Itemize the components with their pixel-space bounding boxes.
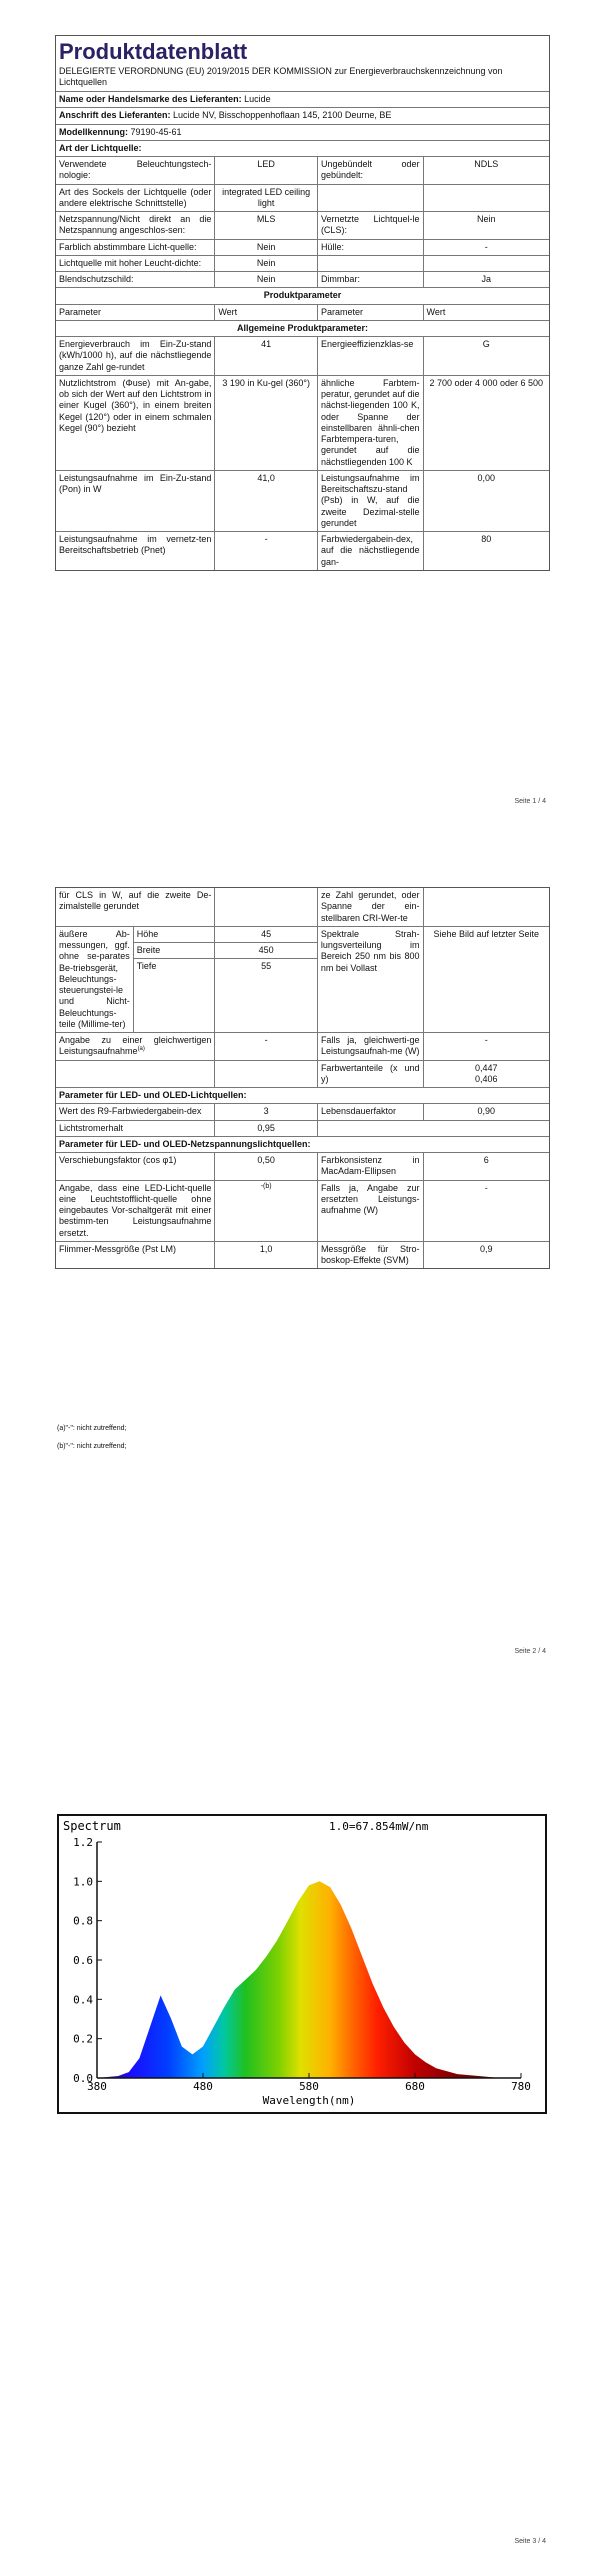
product-parameter-header-row (56, 288, 549, 304)
cell-empty (56, 1061, 215, 1088)
column-header: Wert (426, 306, 446, 317)
dimension-depth-value: 55 (261, 961, 272, 972)
cell-value: 41 (215, 337, 318, 375)
cell-value: G (482, 339, 490, 349)
table-row (56, 337, 549, 376)
model-label: Modellkennung: (59, 126, 128, 137)
y-tick-label: 0.8 (73, 1914, 93, 1928)
cell-label (318, 256, 424, 271)
led-parameter-header: Parameter für LED- und OLED-Lichtquellen: (59, 1090, 247, 1100)
supplier-name-row (56, 92, 549, 108)
cell-value (424, 1061, 549, 1088)
y-tick-label: 0.6 (73, 1954, 93, 1967)
cell-label: Falls ja, Angabe zur ersetzten Leistungs-aufnahme (W) (318, 1181, 424, 1241)
led-header-row (56, 1088, 549, 1104)
cell-label: für CLS in W, auf die zweite De-zimalstelle gerundet (56, 888, 215, 926)
cell-label: Ungebündelt oder gebündelt: (318, 157, 424, 184)
table-row (56, 1061, 549, 1089)
product-parameter-header: Produktparameter (263, 290, 342, 301)
cell-value: 0,00 (477, 472, 496, 483)
cell-value: LED (215, 157, 318, 184)
column-header: Parameter (56, 305, 215, 320)
model-value: 79190-45-61 (130, 126, 182, 137)
cell-label: Wert des R9-Farbwiedergabein-dex (56, 1104, 215, 1119)
dimension-names (134, 927, 216, 1032)
chart-title: Spectrum (63, 1819, 121, 1833)
cell-label: Verschiebungsfaktor (cos φ1) (56, 1153, 215, 1180)
cell-value: - (484, 241, 488, 252)
general-parameter-header: Allgemeine Produktparameter: (236, 322, 369, 333)
cell-value: - (484, 1035, 488, 1045)
cell-value: 1,0 (215, 1242, 318, 1269)
cell-value: 6 (483, 1155, 489, 1165)
cell-label: Blendschutzschild: (56, 272, 215, 287)
page-number: Seite 1 / 4 (514, 798, 546, 805)
dimension-height-value: 45 (215, 927, 317, 943)
x-tick-label: 680 (405, 2080, 425, 2093)
cell-label: ähnliche Farbtem-peratur, gerundet auf die nächst-liegenden 100 K, oder Spanne der einstellbaren ähnli-chen Farbtempera-turen, gerundet auf die nächstliegenden 100 K (318, 376, 424, 470)
spectrum-area (97, 1881, 521, 2078)
table-row (56, 1121, 549, 1137)
supplier-name-label: Name oder Handelsmarke des Lieferanten: (59, 94, 242, 104)
footnote-marker: (a) (137, 1046, 145, 1053)
table-row (56, 240, 549, 256)
cell-label: Falls ja, gleichwerti-ge Leistungsaufnah-me (W) (318, 1033, 424, 1060)
dimensions-label: äußere Ab-messungen, ggf. ohne se-parates Be-triebsgerät, Beleuchtungs-steuerungstei-le und Nicht-Beleuchtungs-teile (Millime-ter) (56, 927, 134, 1032)
general-parameter-header-row (56, 321, 549, 337)
cell-empty (318, 1121, 424, 1136)
supplier-address-row (56, 108, 549, 124)
table-row (56, 212, 549, 240)
footnote-a: (a)"-": nicht zutreffend; (57, 1425, 127, 1432)
cell-label (318, 185, 424, 212)
cell-value: Nein (215, 256, 318, 271)
table-row (56, 1242, 549, 1269)
dimension-values (215, 927, 318, 1032)
table-row (56, 1104, 549, 1120)
table-row (56, 272, 549, 288)
table-row (56, 471, 549, 532)
cell-label: Farblich abstimmbare Licht-quelle: (56, 240, 215, 255)
cell-label: Energieeffizienzklas-se (318, 337, 424, 375)
supplier-address-label: Anschrift des Lieferanten: (59, 110, 171, 121)
cell-value: MLS (215, 212, 318, 239)
cell-label: Verwendete Beleuchtungstech-nologie: (56, 157, 215, 184)
x-axis-label: Wavelength(nm) (262, 2094, 356, 2107)
cell-value: 3 190 in Ku-gel (360°) (215, 376, 318, 470)
datasheet-table-2 (55, 887, 550, 1269)
cell-label: Messgröße für Stro-boskop-Effekte (SVM) (318, 1242, 424, 1269)
cell-label: Vernetzte Lichtquel-le (CLS): (318, 212, 424, 239)
cell-label: Farbkonsistenz in MacAdam-Ellipsen (318, 1153, 424, 1180)
table-row (56, 1033, 549, 1061)
supplier-address-value: Lucide NV, Bisschoppenhoflaan 145, 2100 Deurne, BE (173, 110, 392, 121)
cell-value: NDLS (474, 159, 499, 169)
page-number: Seite 3 / 4 (514, 2538, 546, 2545)
page-1 (0, 0, 604, 820)
column-header-row (56, 305, 549, 321)
cell-value: 3 (215, 1104, 318, 1119)
cell-value (424, 256, 549, 271)
cell-label: Hülle: (318, 240, 424, 255)
cell-label: Netzspannung/Nicht direkt an die Netzspannung angeschlos-sen: (56, 212, 215, 239)
cell-value: - (484, 1182, 488, 1193)
chromaticity-x: 0,447 (474, 1062, 498, 1073)
title-row (56, 36, 549, 66)
datasheet-table-1 (55, 35, 550, 571)
cell-value: Nein (215, 272, 318, 287)
y-tick-label: 0.0 (73, 2072, 93, 2085)
cell-label: Angabe zu einer gleichwertigen Leistungsaufnahme (59, 1035, 212, 1057)
cell-label: Lichtstromerhalt (56, 1121, 215, 1136)
cell-value (424, 185, 549, 212)
table-row (56, 1153, 549, 1181)
cell-label: Energieverbrauch im Ein-Zu-stand (kWh/1000 h), auf die nächstliegende ganze Zahl ge-rundet (56, 337, 215, 375)
cell-label: Flimmer-Messgröße (Pst LM) (56, 1242, 215, 1269)
dimension-depth-label: Tiefe (136, 961, 157, 972)
x-tick-label: 480 (193, 2080, 213, 2093)
cell-label: Farbwiedergabein-dex, auf die nächstliegende gan- (318, 532, 424, 570)
regulation-subtitle: DELEGIERTE VERORDNUNG (EU) 2019/2015 DER KOMMISSION zur Energieverbrauchskennzeichnung von Lichtquellen (59, 65, 503, 87)
page-title: Produktdatenblatt (59, 39, 248, 64)
table-row (56, 532, 549, 570)
net-header-row (56, 1137, 549, 1153)
cell-label: Leistungsaufnahme im Bereitschaftszu-stand (Psb) in W, auf die zweite Dezimal-stelle gerundet (318, 471, 424, 531)
spectrum-chart (57, 1814, 547, 2114)
page-2 (0, 870, 604, 1690)
cell-label: Nutzlichtstrom (Φuse) mit An-gabe, ob sich der Wert auf den Lichtstrom in einer Kugel (360°), in einem breiten Kegel (120°) oder in einem schmalen Kegel (90°) bezieht (56, 376, 215, 470)
subtitle-row (56, 66, 549, 93)
table-row (56, 888, 549, 927)
cell-empty (424, 1121, 549, 1136)
table-row (56, 185, 549, 213)
y-tick-label: 1.0 (73, 1875, 93, 1889)
cell-value: Nein (477, 214, 496, 224)
model-row (56, 125, 549, 141)
cell-value (424, 888, 549, 926)
light-source-type-header: Art der Lichtquelle: (59, 142, 142, 153)
type-header-row (56, 141, 549, 157)
dimension-height-label: Höhe (134, 927, 215, 943)
y-tick-label: 0.2 (73, 2032, 93, 2046)
cell-value: 0,50 (215, 1153, 318, 1180)
column-header: Wert (215, 305, 318, 320)
y-tick-label: 0.4 (73, 1993, 93, 2007)
cell-value: 2 700 oder 4 000 oder 6 500 (429, 377, 544, 388)
cell-value: Nein (215, 240, 318, 255)
y-tick-label: 1.2 (73, 1836, 93, 1849)
dimension-width-value: 450 (215, 943, 317, 959)
cell-value: 41,0 (215, 471, 318, 531)
cell-value: Siehe Bild auf letzter Seite (433, 928, 540, 939)
chromaticity-y: 0,406 (474, 1073, 498, 1084)
x-tick-label: 380 (87, 2080, 107, 2093)
cell-value: 0,9 (480, 1243, 493, 1254)
cell-label: Dimmbar: (318, 272, 424, 287)
cell-value (215, 888, 318, 926)
cell-value: 0,90 (477, 1106, 496, 1117)
cell-value: - (215, 532, 318, 570)
cell-label: ze Zahl gerundet, oder Spanne der ein-stellbaren CRI-Wer-te (318, 888, 424, 926)
page-3 (0, 1730, 604, 2560)
x-tick-label: 580 (299, 2080, 319, 2093)
mains-led-parameter-header: Parameter für LED- und OLED-Netzspannungslichtquellen: (59, 1138, 311, 1149)
cell-value: - (215, 1033, 318, 1060)
column-header: Parameter (318, 305, 424, 320)
cell-label: Farbwertanteile (x und y) (318, 1061, 424, 1088)
table-row (56, 256, 549, 272)
footnote-b: (b)"-": nicht zutreffend; (57, 1443, 127, 1450)
dimensions-row (56, 927, 549, 1033)
cell-value: Ja (481, 274, 492, 284)
cell-label: Lichtquelle mit hoher Leucht-dichte: (56, 256, 215, 271)
cell-value: integrated LED ceiling light (215, 185, 318, 212)
table-row (56, 157, 549, 185)
cell-label: Leistungsaufnahme im vernetz-ten Bereitschaftsbetrieb (Pnet) (56, 532, 215, 570)
table-row (56, 376, 549, 471)
cell-label: Art des Sockels der Lichtquelle (oder andere elektrische Schnittstelle) (56, 185, 215, 212)
spectrum-svg (59, 1816, 545, 2112)
table-row (56, 1181, 549, 1242)
cell-value: -(b) (215, 1181, 318, 1241)
cell-label: Lebensdauerfaktor (318, 1104, 424, 1119)
supplier-name-value: Lucide (244, 94, 271, 104)
cell-empty (215, 1061, 318, 1088)
x-tick-label: 780 (511, 2080, 531, 2093)
cell-label: Angabe, dass eine LED-Licht-quelle eine Leuchtstofflicht-quelle ohne eingebautes Vor-schaltgerät mit einer bestimm-ten Leistungsaufnahme ersetzt. (56, 1181, 215, 1241)
cell-value: 0,95 (215, 1121, 318, 1136)
cell-label: Spektrale Strah-lungsverteilung im Bereich 250 nm bis 800 nm bei Vollast (318, 927, 424, 1032)
page-number: Seite 2 / 4 (514, 1648, 546, 1655)
cell-value: 80 (481, 534, 492, 544)
chart-annotation: 1.0=67.854mW/nm (329, 1820, 429, 1833)
cell-label: Leistungsaufnahme im Ein-Zu-stand (Pon) in W (56, 471, 215, 531)
dimension-width-label: Breite (134, 943, 215, 959)
